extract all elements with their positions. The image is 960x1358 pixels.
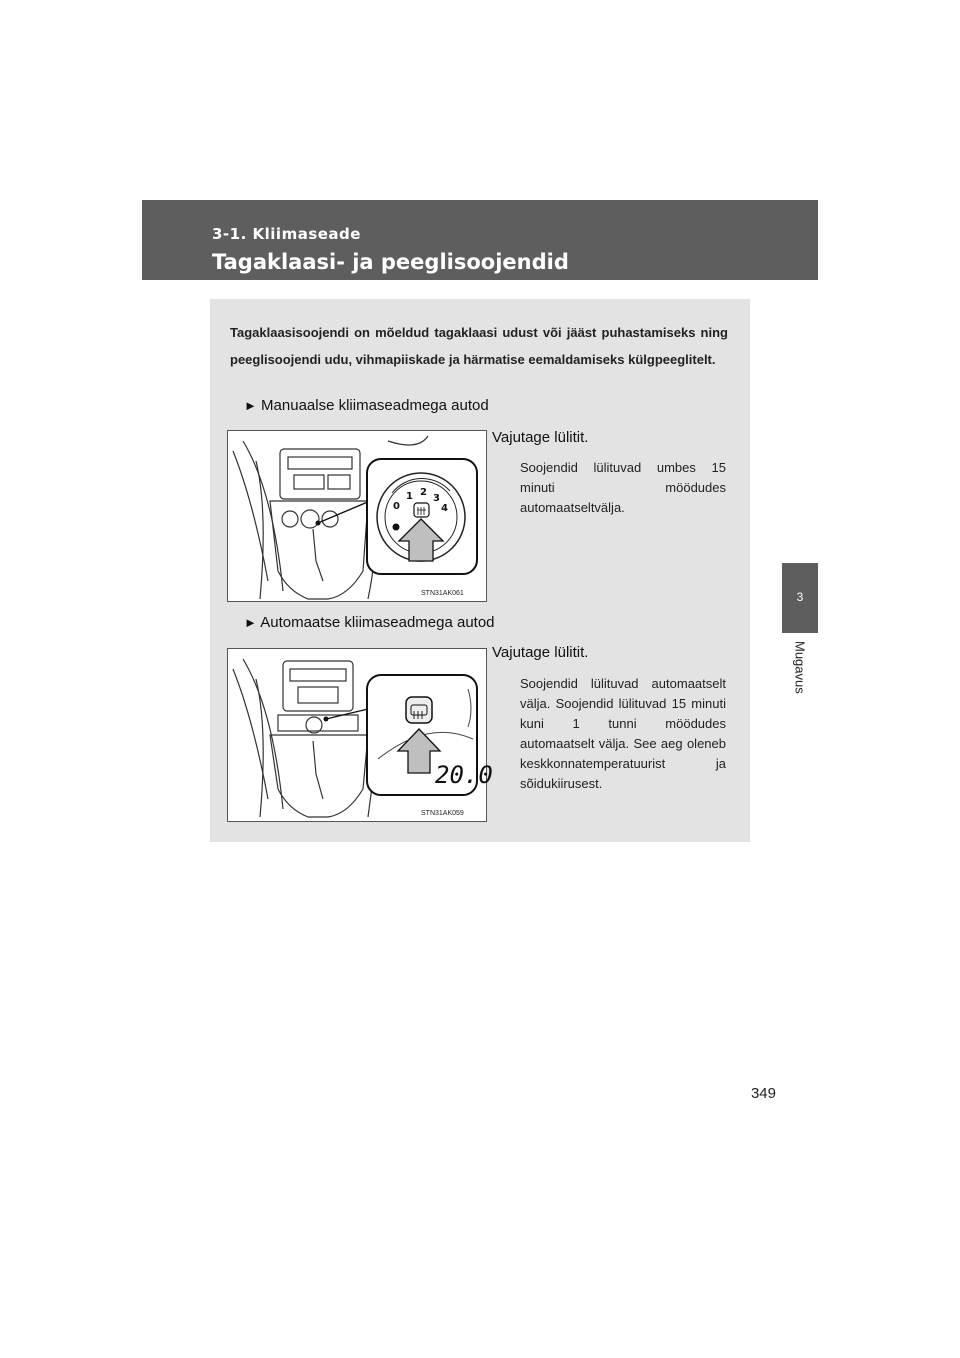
section-label: 3-1. Kliimaseade xyxy=(212,225,361,243)
content-box xyxy=(210,299,750,842)
section-heading-auto xyxy=(244,614,495,631)
rear-defogger-button-icon[interactable] xyxy=(406,697,432,723)
chapter-name: Mugavus xyxy=(792,641,808,694)
header-band xyxy=(142,200,818,280)
dial-label-1: 1 xyxy=(406,491,413,502)
note-text: Soojendid lülituvad umbes 15 minuti möödudes automaatseltvälja. xyxy=(520,460,726,515)
temperature-display: 20.0 xyxy=(435,761,493,789)
intro-paragraph: Tagaklaasisoojendi on mõeldud tagaklaasi udust või jääst puhastamiseks ning peeglisoojendi udu, vihmapiiskade ja härmatise eemaldamiseks külgpeeglitelt. xyxy=(230,325,728,367)
bullet-triangle-icon: ► xyxy=(244,615,257,630)
dial-label-3: 3 xyxy=(433,493,440,504)
auto-climate-figure xyxy=(227,648,493,822)
page-title: Tagaklaasi- ja peeglisoojendid xyxy=(212,250,569,274)
chapter-tab xyxy=(782,563,818,633)
section-heading-manual xyxy=(244,397,489,414)
figure-code: STN31AK061 xyxy=(421,590,464,597)
manual-climate-figure xyxy=(227,430,487,602)
dial-label-4: 4 xyxy=(441,503,448,514)
dial-label-2: 2 xyxy=(420,487,427,498)
page-number: 349 xyxy=(750,1085,776,1102)
bullet-triangle-icon: ► xyxy=(244,398,257,413)
fan-icon xyxy=(393,524,400,531)
note-text: Soojendid lülituvad automaatselt välja. Soojendid lülituvad 15 minuti kuni 1 tunni möödudes automaatselt välja. See aeg oleneb keskkonnatemperatuurist ja sõidukiirusest. xyxy=(520,676,726,791)
chapter-number: 3 xyxy=(796,590,804,604)
dial-label-0: 0 xyxy=(393,501,400,512)
instruction-text: Vajutage lülitit. xyxy=(492,429,589,446)
section-heading-text: Manuaalse kliimaseadmega autod xyxy=(261,397,489,414)
figure-code: STN31AK059 xyxy=(421,810,464,817)
section-heading-text: Automaatse kliimaseadmega autod xyxy=(260,614,495,631)
instruction-text: Vajutage lülitit. xyxy=(492,644,589,661)
